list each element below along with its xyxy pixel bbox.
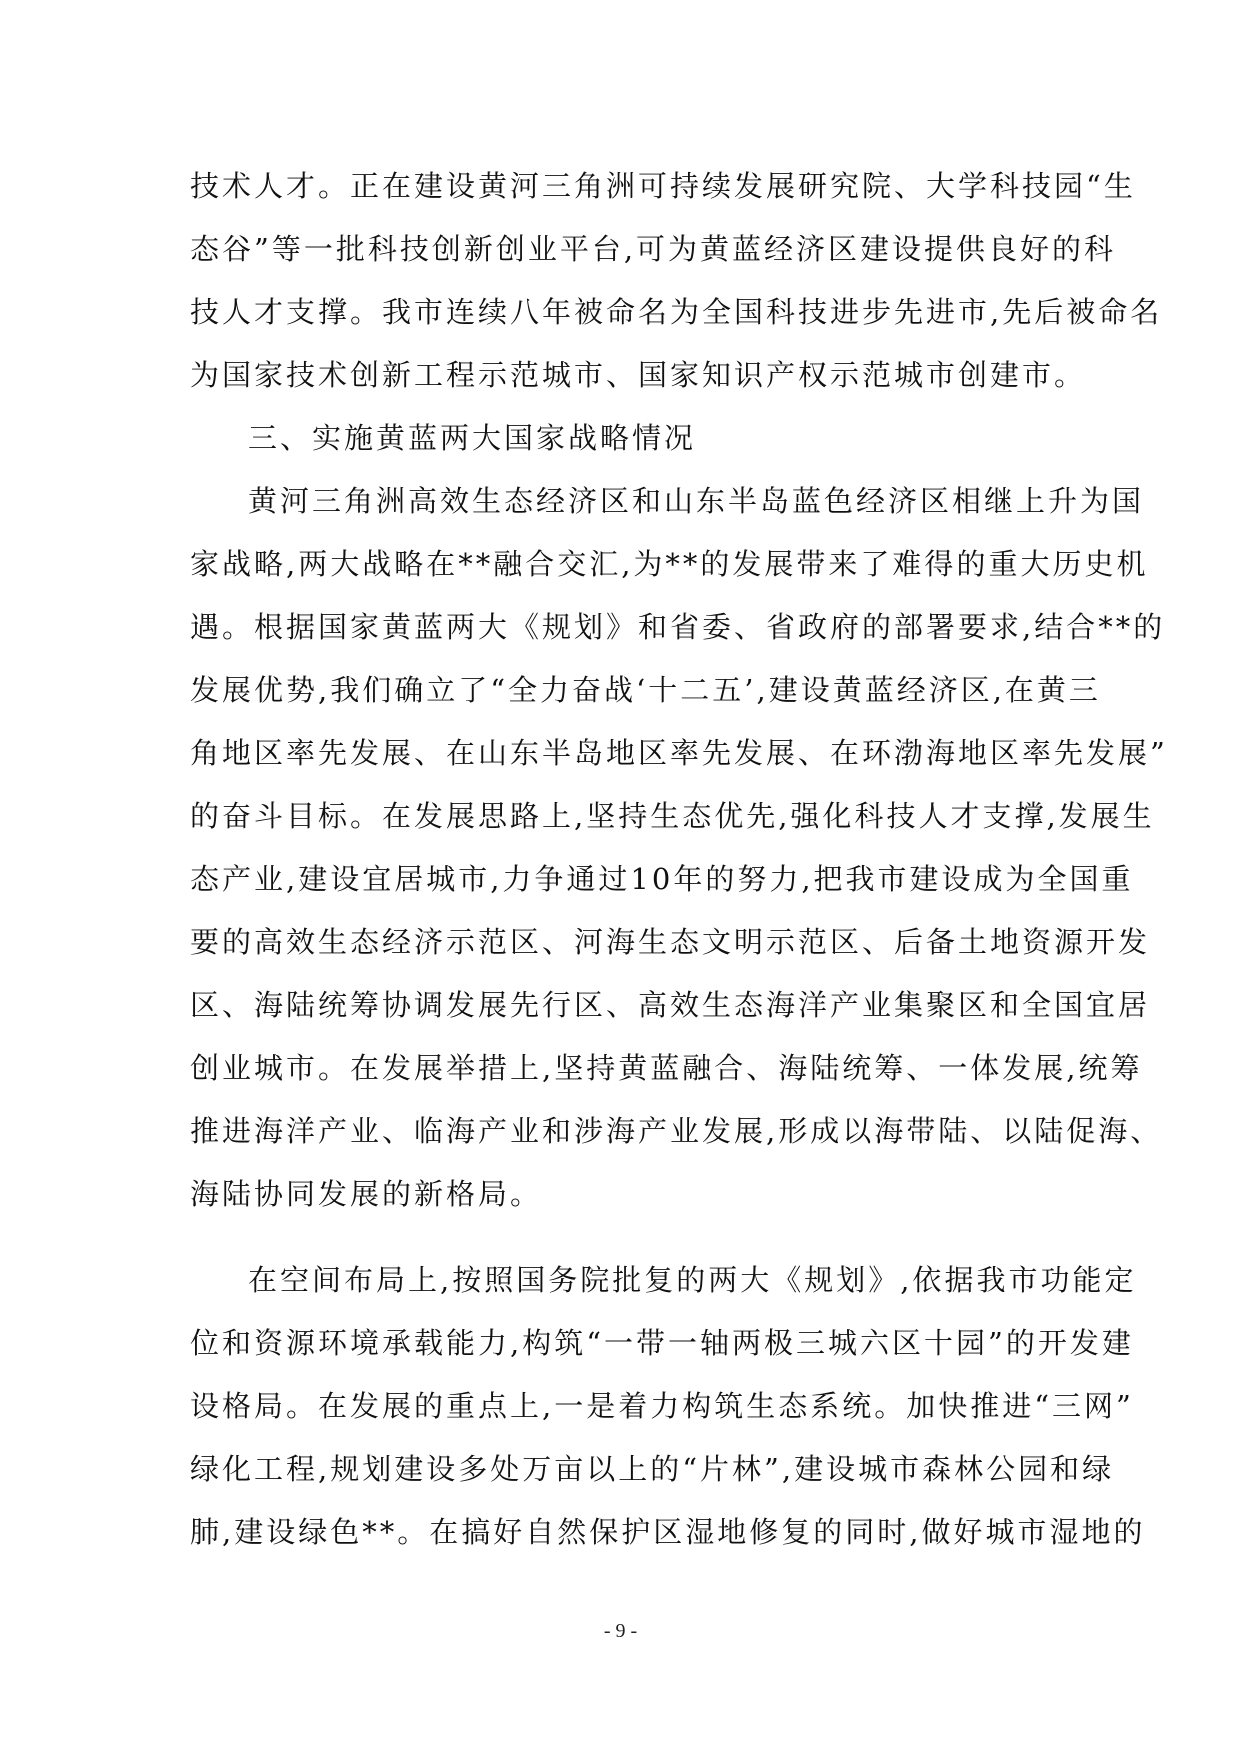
text-line: 技术人才。正在建设黄河三角洲可持续发展研究院、大学科技园“生: [190, 169, 1136, 203]
section-heading: 三、实施黄蓝两大国家战略情况: [248, 421, 697, 455]
text-line: 推进海洋产业、临海产业和涉海产业发展,形成以海带陆、以陆促海、: [190, 1114, 1163, 1148]
text-line: 遇。根据国家黄蓝两大《规划》和省委、省政府的部署要求,结合**的: [190, 610, 1166, 644]
text-line: 发展优势,我们确立了“全力奋战‘十二五’,建设黄蓝经济区,在黄三: [190, 673, 1101, 707]
text-line: 肺,建设绿色**。在搞好自然保护区湿地修复的同时,做好城市湿地的: [190, 1515, 1146, 1549]
text-line: 区、海陆统筹协调发展先行区、高效生态海洋产业集聚区和全国宜居: [190, 988, 1151, 1022]
text-line: 位和资源环境承载能力,构筑“一带一轴两极三城六区十园”的开发建: [190, 1326, 1134, 1360]
text-line: 黄河三角洲高效生态经济区和山东半岛蓝色经济区相继上升为国: [248, 484, 1145, 518]
text-line: 技人才支撑。我市连续八年被命名为全国科技进步先进市,先后被命名: [190, 295, 1163, 329]
text-line: 为国家技术创新工程示范城市、国家知识产权示范城市创建市。: [190, 358, 1087, 392]
text-line: 的奋斗目标。在发展思路上,坚持生态优先,强化科技人才支撑,发展生: [190, 799, 1155, 833]
text-line: 态谷”等一批科技创新创业平台,可为黄蓝经济区建设提供良好的科: [190, 232, 1117, 266]
text-line: 绿化工程,规划建设多处万亩以上的“片林”,建设城市森林公园和绿: [190, 1452, 1115, 1486]
text-line: 设格局。在发展的重点上,一是着力构筑生态系统。加快推进“三网”: [190, 1389, 1134, 1423]
text-line: 海陆协同发展的新格局。: [190, 1177, 543, 1211]
text-line: 家战略,两大战略在**融合交汇,为**的发展带来了难得的重大历史机: [190, 547, 1149, 581]
text-line: 角地区率先发展、在山东半岛地区率先发展、在环渤海地区率先发展”: [190, 736, 1168, 770]
text-line: 态产业,建设宜居城市,力争通过10年的努力,把我市建设成为全国重: [190, 862, 1134, 896]
page-number: - 9 -: [603, 1620, 638, 1642]
text-line: 创业城市。在发展举措上,坚持黄蓝融合、海陆统筹、一体发展,统筹: [190, 1051, 1143, 1085]
text-line: 要的高效生态经济示范区、河海生态文明示范区、后备土地资源开发: [190, 925, 1151, 959]
text-line: 在空间布局上,按照国务院批复的两大《规划》,依据我市功能定: [248, 1263, 1137, 1297]
